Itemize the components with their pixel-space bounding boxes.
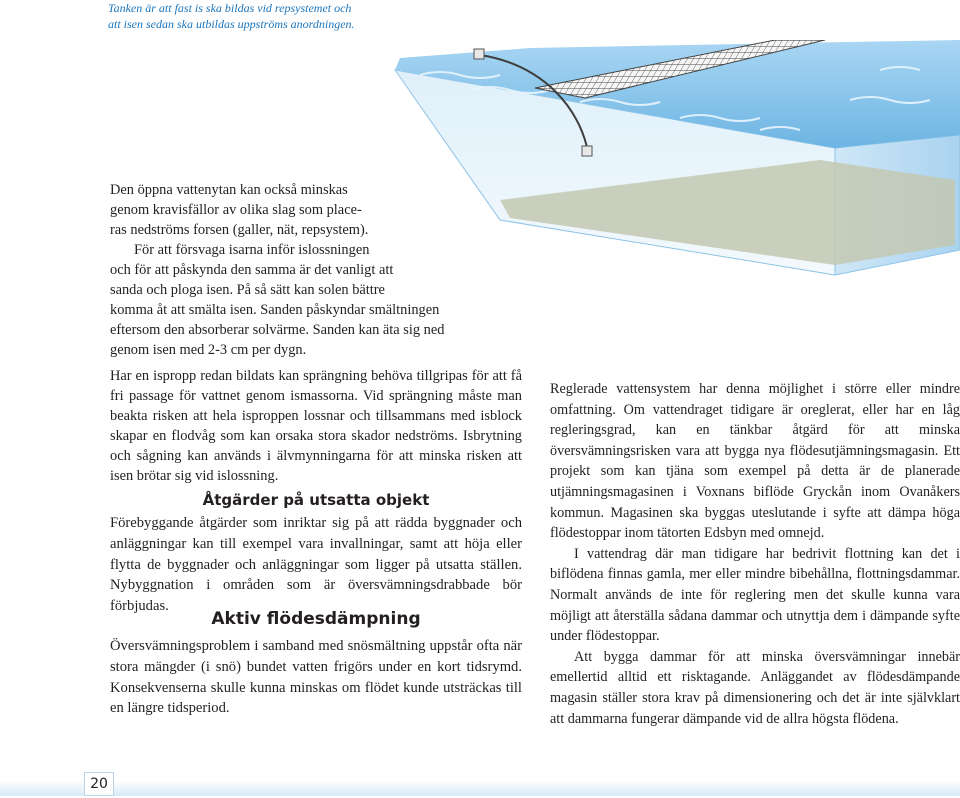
left-intro-column	[110, 180, 522, 360]
right-paragraph-1: Reglerade vattensystem har denna möjlighet i större eller mindre omfattning. Om vattendraget tidigare är oreglerat, eller har en låg regleringsgrad, kan en tänkbar åtgärd för att minska översvämningsrisken vara att bygga nya flödesutjämningsmagasin. Ett projekt som kan tjäna som exempel på detta är de planerade utjämningsmagasinen i Voxnans biflöde Gryckån inom Ovanåkers kommun. Magasinen ska byggas uteslutande i syfte att dämpa höga flödestoppar inom tätorten Edsbyn med omnejd.	[550, 381, 960, 542]
right-paragraph-2: I vattendrag där man tidigare har bedrivit flottning kan det i biflödena finnas gamla, mer eller mindre bibehållna, flottningsdammar. Normalt används de inte för reglering men det skulle kunna vara möjligt att återställa sådana dammar och utnyttja dem i dämpande syfte under flödestoppar.	[550, 545, 960, 645]
caption-line-1: Tanken är att fast is ska bildas vid repsystemet och	[108, 1, 352, 15]
intro-line: ras nedströms forsen (galler, nät, repsystem).	[110, 222, 369, 238]
float-marker	[474, 49, 484, 59]
right-paragraph-3: Att bygga dammar för att minska översvämningar innebär emellertid alltid ett risktagande. Anläggandet av flödesdämpande magasin ställer stora krav på dimensionering och det är inte självklart att dammarna fungerar dämpande vid de allra högsta flödena.	[550, 648, 960, 727]
blasting-paragraph: Har en ispropp redan bildats kan sprängning behöva tillgripas för att få fri passage för vattnet genom ismassorna. Vid sprängning måste man beakta risken att hela isproppen lossnar och tillsammans med isblock skapar en flodvåg som kan orsaka stora skador nedströms. Isbrytning och sågning kan används i älvmynningarna för att minska risken att isen brötar sig vid islossning.	[110, 368, 522, 484]
footer-bar	[0, 780, 960, 796]
figure-caption	[108, 0, 408, 32]
caption-line-2: att isen sedan ska utbildas uppströms anordningen.	[108, 17, 355, 31]
flow-damping-paragraph: Översvämningsproblem i samband med snösmältning uppstår ofta när stora mängder (i snö) bundet vatten frigörs under en kort tidsrymd. Konsekvenserna skulle kunna minskas om flödet kunde utsträckas till en längre tidsperiod.	[110, 638, 522, 717]
protective-measures-paragraph: Förebyggande åtgärder som inriktar sig på att rädda byggnader och anläggningar kan till exempel vara invallningar, samt att höja eller flytta de byggnader och anläggningar som ligger på utsatta ställen. Nybyggnation i områden som är översvämningsdrabbade bör förbjudas.	[110, 515, 522, 615]
section-heading-flow-damping: Aktiv flödesdämpning	[211, 609, 421, 629]
section-heading-protective-measures: Åtgärder på utsatta objekt	[202, 491, 430, 509]
intro-line: Den öppna vattenytan kan också minskas	[110, 182, 348, 198]
right-column	[550, 379, 960, 729]
intro-line: genom kravisfällor av olika slag som place-	[110, 202, 362, 218]
intro-line: genom isen med 2-3 cm per dygn.	[110, 342, 307, 358]
intro-line: komma åt att smälta isen. Sanden påskyndar smältningen	[110, 302, 440, 318]
intro-line: och för att påskynda den samma är det vanligt att	[110, 262, 394, 278]
page-number: 20	[84, 772, 114, 796]
intro-line: eftersom den absorberar solvärme. Sanden kan äta sig ned	[110, 322, 445, 338]
intro-line: sanda och ploga isen. På så sätt kan solen bättre	[110, 282, 385, 298]
intro-line: För att försvaga isarna inför islossningen	[134, 242, 370, 258]
bottom-anchor	[582, 146, 592, 156]
